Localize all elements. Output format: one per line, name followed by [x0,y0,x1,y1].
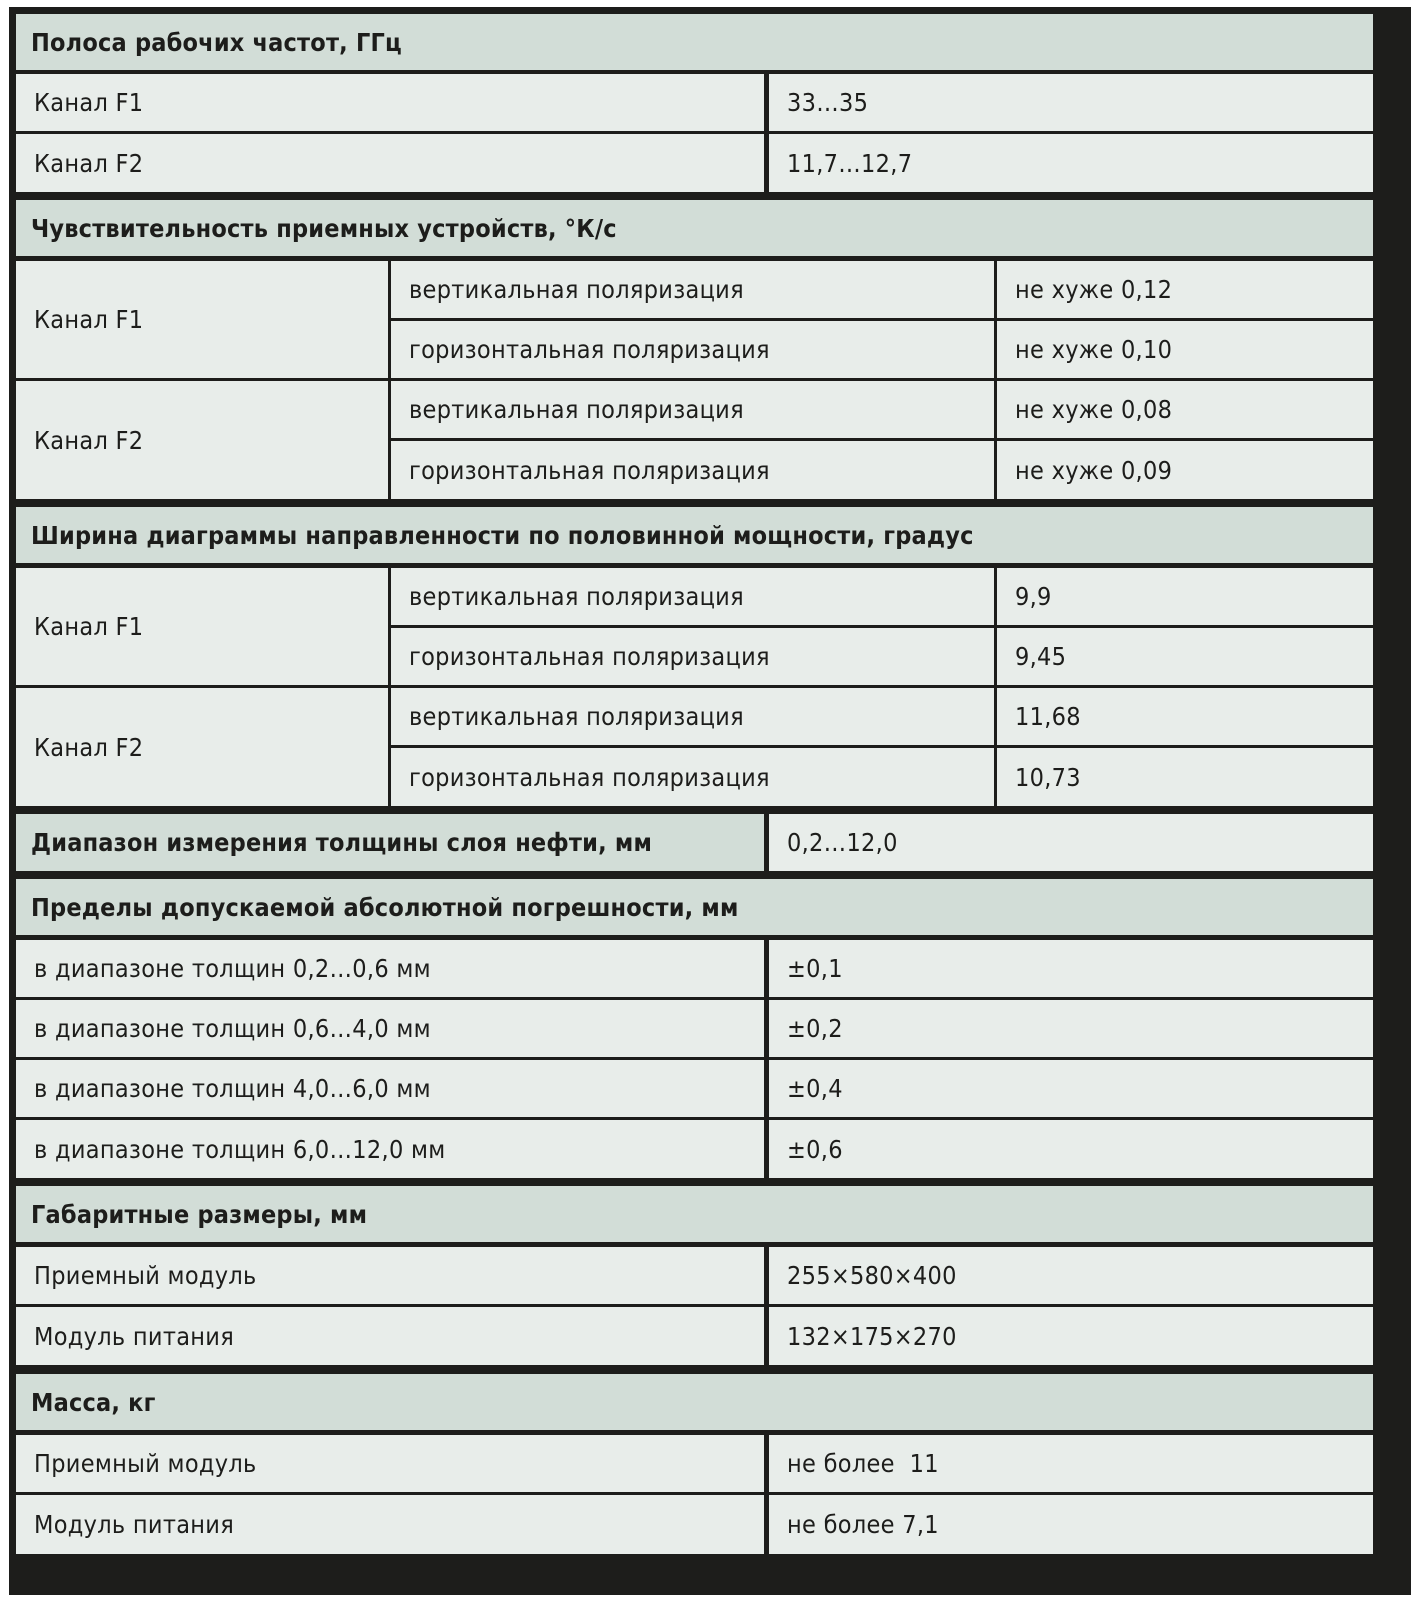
channel-label-beam-f2: Канал F2 [16,688,388,806]
spec-table [9,7,1411,1595]
pol-label-sens-f1-vert: вертикальная поляризация [391,261,994,318]
section-header-beam-width: Ширина диаграммы направленности по половинной мощности, градус [16,507,1373,563]
value-beam-f1-vert: 9,9 [997,568,1373,625]
pol-label-beam-f2-horiz: горизонтальная поляризация [391,748,994,806]
row-value-dims-power: 132×175×270 [769,1307,1373,1365]
pol-label-beam-f1-horiz: горизонтальная поляризация [391,628,994,685]
row-label-freq-f1: Канал F1 [16,74,764,131]
value-sens-f2-vert: не хуже 0,08 [997,381,1373,438]
section-header-frequency-band: Полоса рабочих частот, ГГц [16,14,1373,70]
row-label-mass-receiver: Приемный модуль [16,1435,764,1492]
channel-label-beam-f1: Канал F1 [16,568,388,685]
row-label-freq-f2: Канал F2 [16,134,764,192]
row-label-dims-receiver: Приемный модуль [16,1247,764,1304]
value-beam-f2-horiz: 10,73 [997,748,1373,806]
section-header-sensitivity: Чувствительность приемных устройств, °К/с [16,200,1373,256]
row-label-error-4: в диапазоне толщин 6,0…12,0 мм [16,1120,764,1178]
row-value-mass-power: не более 7,1 [769,1495,1373,1554]
row-value-freq-f1: 33…35 [769,74,1373,131]
value-sens-f1-vert: не хуже 0,12 [997,261,1373,318]
row-value-mass-receiver: не более 11 [769,1435,1373,1492]
pol-label-beam-f2-vert: вертикальная поляризация [391,688,994,745]
row-label-error-2: в диапазоне толщин 0,6…4,0 мм [16,1000,764,1057]
row-value-error-4: ±0,6 [769,1120,1373,1178]
value-sens-f2-horiz: не хуже 0,09 [997,441,1373,499]
value-measurement-range: 0,2…12,0 [769,814,1373,871]
row-label-mass-power: Модуль питания [16,1495,764,1554]
section-header-error-limits: Пределы допускаемой абсолютной погрешности, мм [16,879,1373,935]
row-label-error-3: в диапазоне толщин 4,0…6,0 мм [16,1060,764,1117]
section-header-dimensions: Габаритные размеры, мм [16,1186,1373,1242]
value-beam-f1-horiz: 9,45 [997,628,1373,685]
row-value-dims-receiver: 255×580×400 [769,1247,1373,1304]
row-value-error-3: ±0,4 [769,1060,1373,1117]
channel-label-sens-f2: Канал F2 [16,381,388,499]
value-sens-f1-horiz: не хуже 0,10 [997,321,1373,378]
section-header-measurement-range: Диапазон измерения толщины слоя нефти, мм [16,814,764,871]
pol-label-sens-f2-vert: вертикальная поляризация [391,381,994,438]
value-beam-f2-vert: 11,68 [997,688,1373,745]
section-header-mass: Масса, кг [16,1374,1373,1430]
pol-label-beam-f1-vert: вертикальная поляризация [391,568,994,625]
row-label-dims-power: Модуль питания [16,1307,764,1365]
row-value-error-2: ±0,2 [769,1000,1373,1057]
channel-label-sens-f1: Канал F1 [16,261,388,378]
pol-label-sens-f1-horiz: горизонтальная поляризация [391,321,994,378]
row-value-freq-f2: 11,7…12,7 [769,134,1373,192]
pol-label-sens-f2-horiz: горизонтальная поляризация [391,441,994,499]
row-value-error-1: ±0,1 [769,940,1373,997]
row-label-error-1: в диапазоне толщин 0,2…0,6 мм [16,940,764,997]
